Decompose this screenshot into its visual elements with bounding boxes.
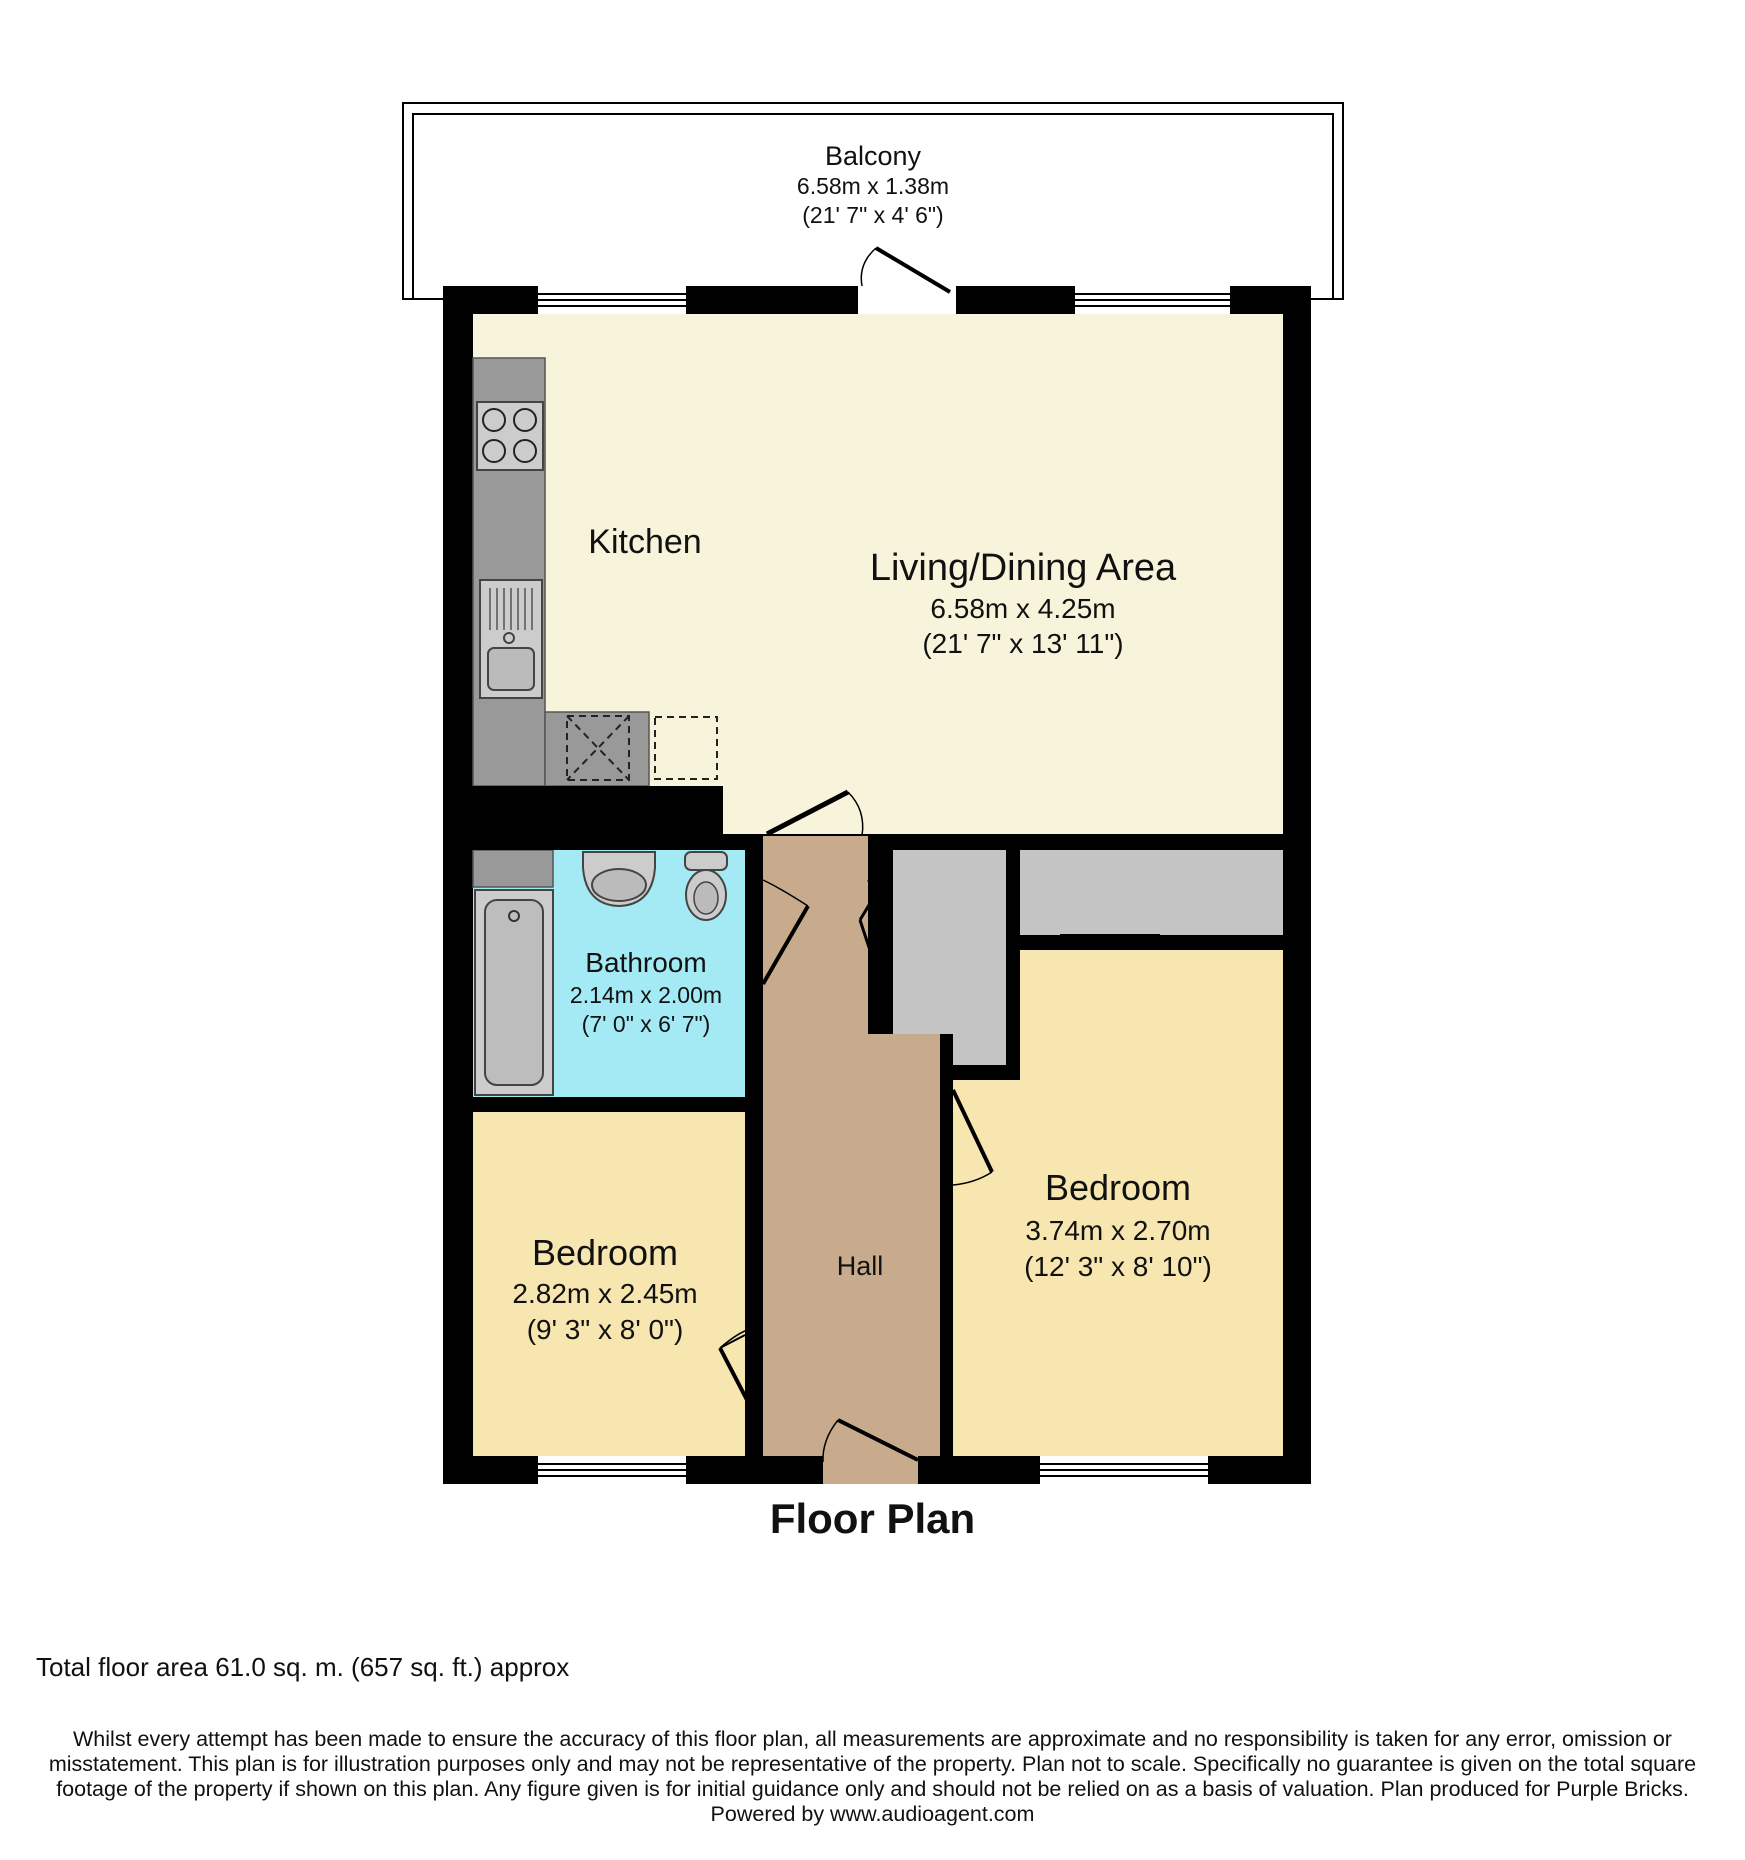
bedroom-right-name: Bedroom [1044,1167,1192,1208]
window-top-left [538,286,686,314]
living-name: Living/Dining Area [869,547,1177,589]
balcony-name: Balcony [824,141,922,171]
bathroom-name: Bathroom [585,947,707,978]
bedroom-wardrobe [1020,850,1283,935]
bedroom-right-metric: 3.74m x 2.70m [1025,1215,1211,1246]
sink-icon [480,580,542,698]
bathroom-metric: 2.14m x 2.00m [569,982,723,1008]
window-bottom-right [1040,1456,1208,1484]
hall-name: Hall [836,1251,884,1281]
living-imperial: (21' 7" x 13' 11") [922,628,1124,659]
balcony-imperial: (21' 7" x 4' 6") [802,202,944,228]
cupboard-area [893,850,1006,1065]
balcony [403,103,1343,299]
bedroom-left-metric: 2.82m x 2.45m [512,1278,698,1309]
toilet-icon [685,852,727,920]
balcony-metric: 6.58m x 1.38m [796,173,950,199]
floor-plan-caption: Floor Plan [769,1495,976,1542]
kitchen-name: Kitchen [588,523,702,561]
bedroom-right-imperial: (12' 3" x 8' 10") [1024,1251,1212,1282]
bathroom-imperial: (7' 0" x 6' 7") [581,1011,711,1037]
hall-entrance [823,1456,918,1484]
total-floor-area: Total floor area 61.0 sq. m. (657 sq. ft.) approx [36,1652,570,1682]
window-top-right [1075,286,1230,314]
bedroom-left-name: Bedroom [531,1232,679,1273]
bath-icon [473,850,553,1095]
disclaimer-text: Whilst every attempt has been made to ensure the accuracy of this floor plan, all measurements are approximate and no responsibility is taken for any error, omission or misstatement. This plan is for illustration purposes only and may not be representative of the property. Plan not to scale. Specifically no guarantee is given on the total square footage of the property if shown on this plan. Any figure given is for initial guidance only and should not be relied on as a basis of valuation. Plan produced for Purple Bricks. Powered by www.audioagent.com [48,1727,1697,1826]
living-metric: 6.58m x 4.25m [930,593,1116,624]
window-bottom-left [538,1456,686,1484]
hob-icon [477,402,543,470]
bedroom-left-imperial: (9' 3" x 8' 0") [526,1314,684,1345]
